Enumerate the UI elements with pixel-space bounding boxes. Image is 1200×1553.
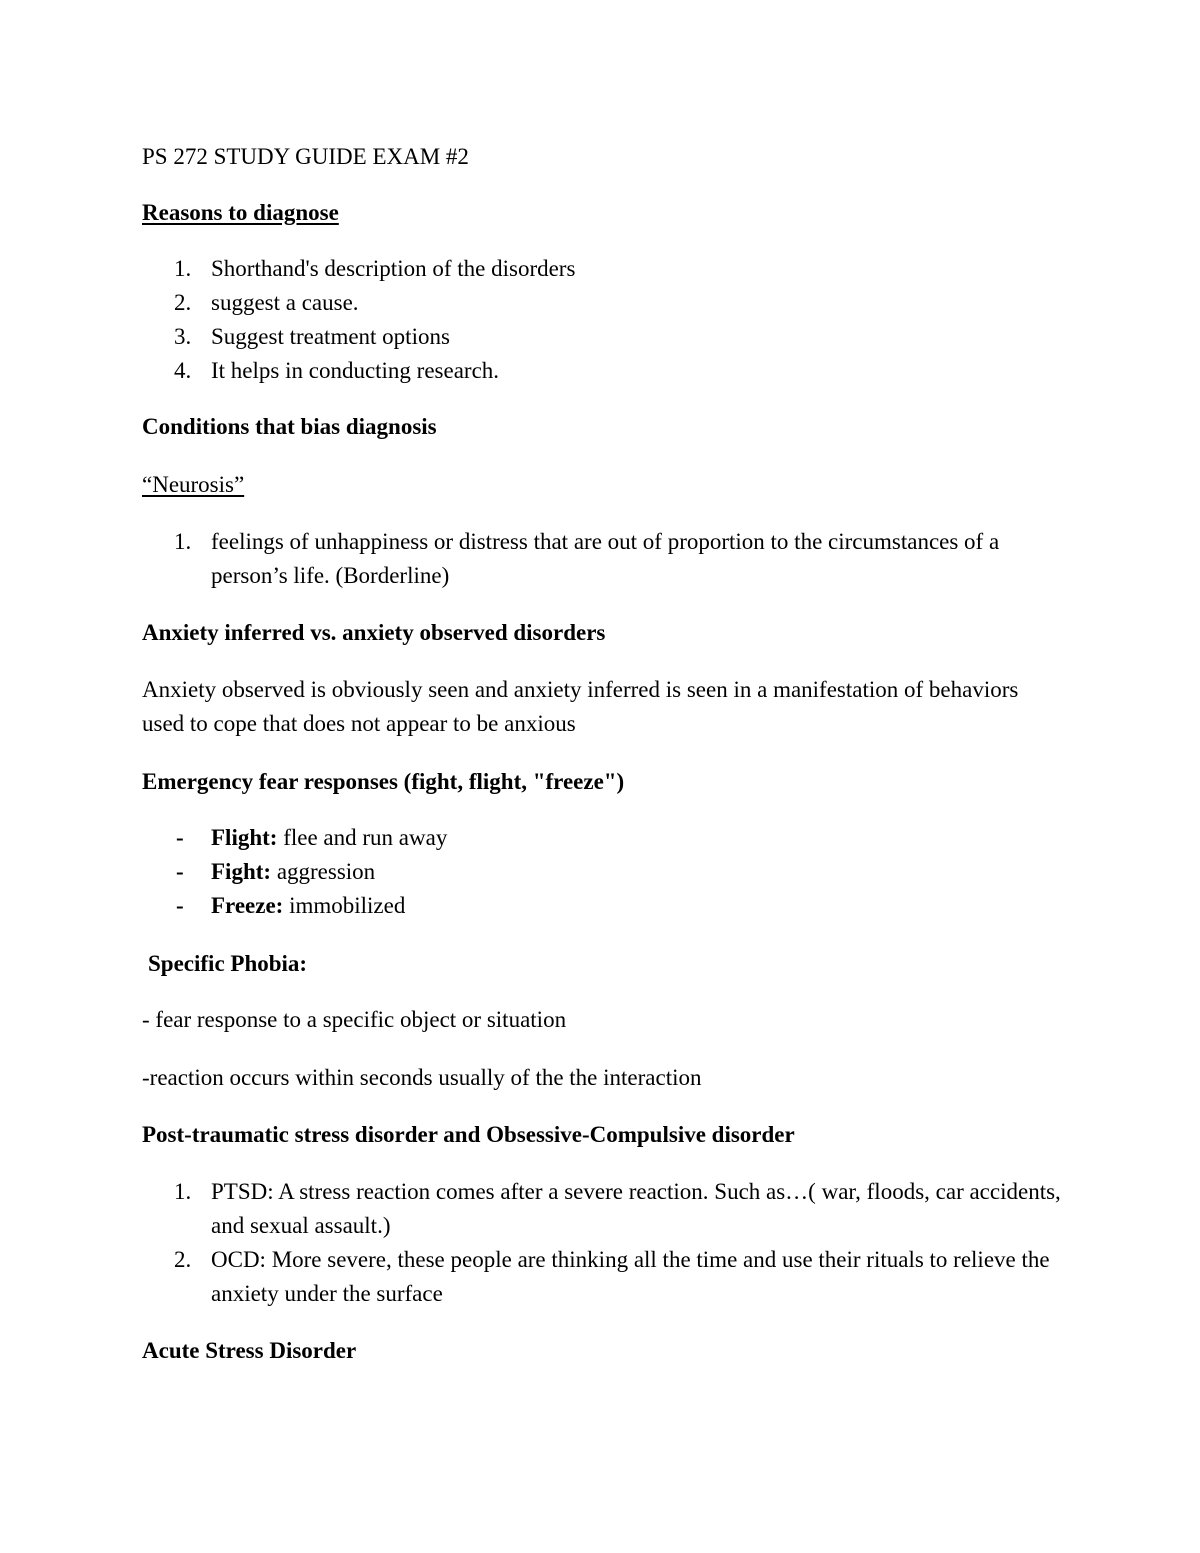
- list-number: 3.: [174, 324, 192, 349]
- ptsd-ocd-list: [142, 1175, 1062, 1311]
- list-number: 1.: [174, 256, 192, 281]
- neurosis-list: [142, 525, 1062, 593]
- list-item: [142, 286, 1062, 320]
- list-item-text: Shorthand's description of the disorders: [211, 256, 576, 281]
- list-item-text: suggest a cause.: [211, 290, 359, 315]
- term-label: Fight:: [211, 859, 272, 884]
- term-label: Freeze:: [211, 893, 284, 918]
- list-item: [142, 525, 1062, 593]
- list-item-text: feelings of unhappiness or distress that are out of proportion to the circumstances of a person’s life. (Borderline): [211, 529, 1000, 588]
- phobia-line-1: - fear response to a specific object or situation: [142, 1007, 567, 1032]
- reasons-list: [142, 252, 1062, 388]
- heading-reasons-to-diagnose: Reasons to diagnose: [142, 200, 339, 225]
- term-label: Flight:: [211, 825, 278, 850]
- document-title: PS 272 STUDY GUIDE EXAM #2: [142, 144, 469, 169]
- list-number: 2.: [174, 1247, 192, 1272]
- list-item: [142, 320, 1062, 354]
- heading-emergency-fear-responses: Emergency fear responses (fight, flight, "freeze"): [142, 769, 625, 794]
- term-definition: flee and run away: [277, 825, 448, 850]
- list-number: 1.: [174, 529, 192, 554]
- list-item-text: Suggest treatment options: [211, 324, 450, 349]
- list-item: [142, 354, 1062, 388]
- list-item: [142, 821, 1062, 855]
- list-item: [142, 1243, 1062, 1311]
- list-item: [142, 252, 1062, 286]
- list-item-text: It helps in conducting research.: [211, 358, 500, 383]
- list-item: [142, 889, 1062, 923]
- list-item-text: PTSD: A stress reaction comes after a severe reaction. Such as…( war, floods, car accidents, and sexual assault.): [211, 1179, 1061, 1238]
- heading-anxiety-inferred-vs-observed: Anxiety inferred vs. anxiety observed disorders: [142, 620, 606, 645]
- heading-conditions-bias-diagnosis: Conditions that bias diagnosis: [142, 414, 437, 439]
- heading-specific-phobia: Specific Phobia:: [148, 951, 308, 976]
- list-item: [142, 1175, 1062, 1243]
- list-item: [142, 855, 1062, 889]
- list-number: 4.: [174, 358, 192, 383]
- heading-ptsd-ocd: Post-traumatic stress disorder and Obsessive-Compulsive disorder: [142, 1122, 795, 1147]
- list-item-text: OCD: More severe, these people are thinking all the time and use their rituals to relieve the anxiety under the surface: [211, 1247, 1050, 1306]
- list-number: 1.: [174, 1179, 192, 1204]
- anxiety-paragraph: Anxiety observed is obviously seen and anxiety inferred is seen in a manifestation of behaviors used to cope that does not appear to be anxious: [142, 677, 1019, 736]
- phobia-line-2: -reaction occurs within seconds usually of the the interaction: [142, 1065, 702, 1090]
- subheading-neurosis: “Neurosis”: [142, 472, 245, 497]
- term-definition: aggression: [271, 859, 376, 884]
- list-number: 2.: [174, 290, 192, 315]
- heading-acute-stress-disorder: Acute Stress Disorder: [142, 1338, 357, 1363]
- bullet-dash: -: [176, 825, 184, 850]
- term-definition: immobilized: [283, 893, 406, 918]
- bullet-dash: -: [176, 859, 184, 884]
- emergency-responses-list: [142, 821, 1062, 923]
- bullet-dash: -: [176, 893, 184, 918]
